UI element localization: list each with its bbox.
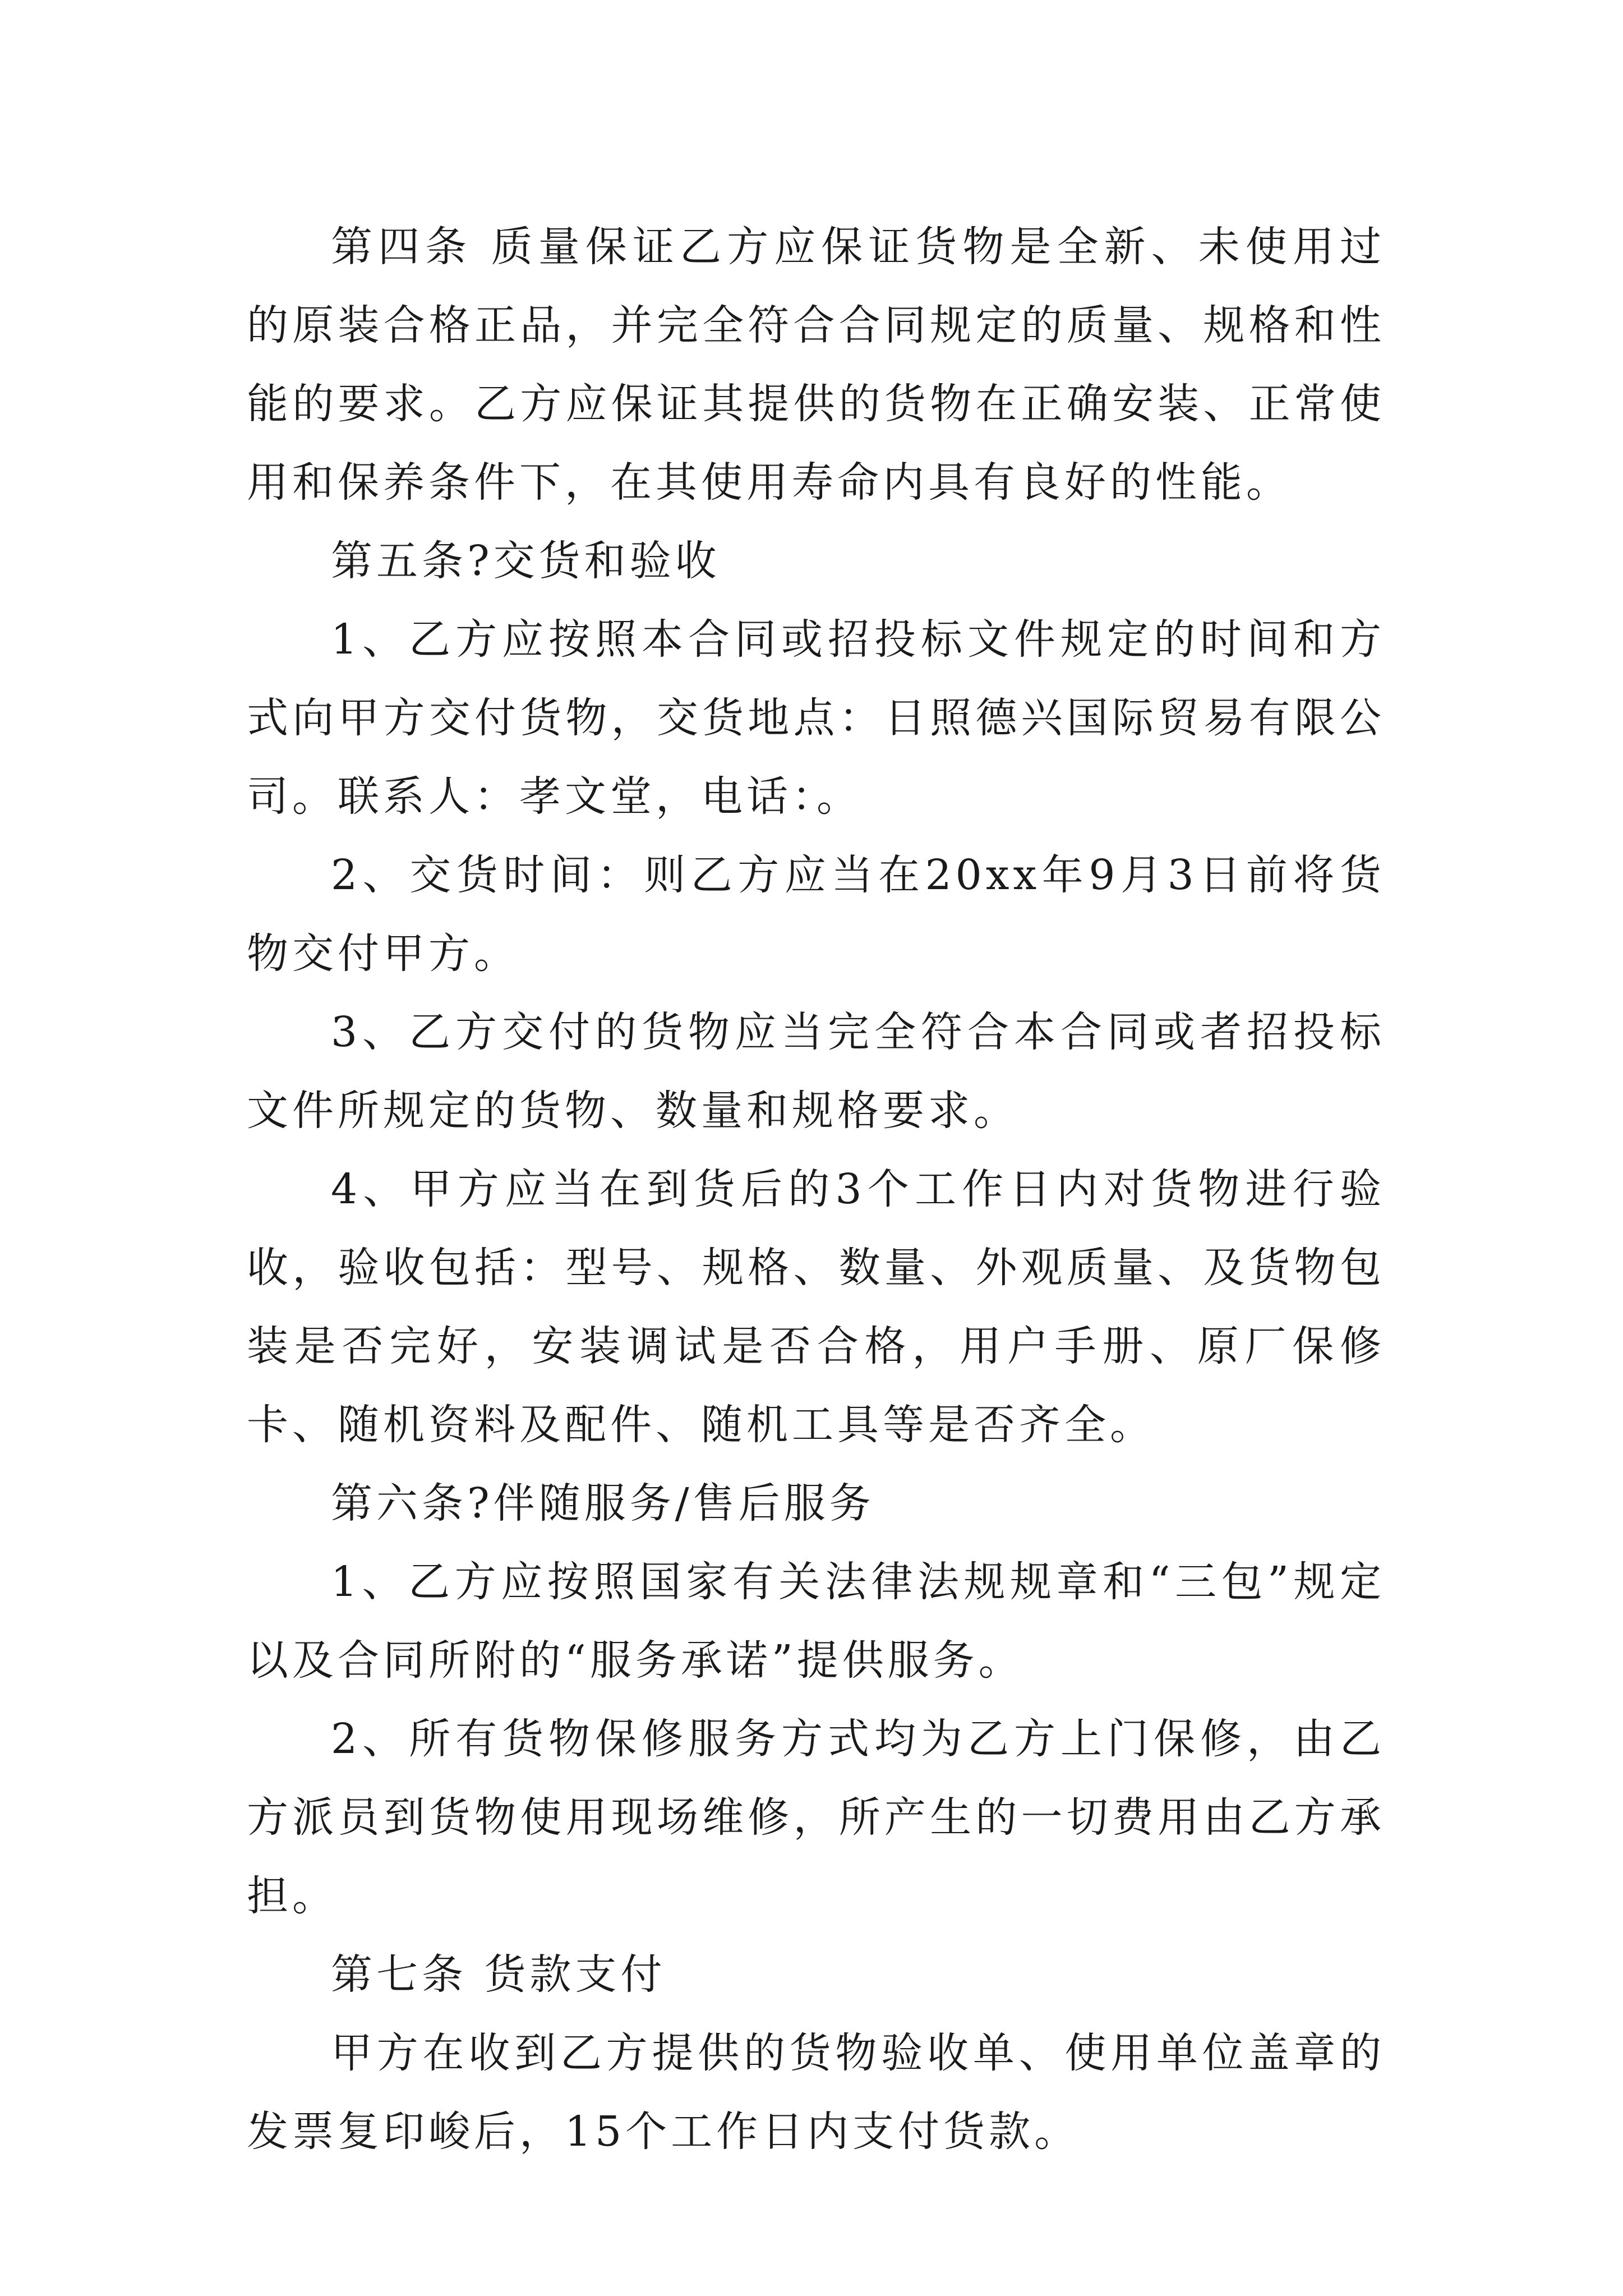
- article-5-item-1: 1、乙方应按照本合同或招投标文件规定的时间和方式向甲方交付货物，交货地点：日照德兴国际贸易有限公司。联系人：孝文堂，电话：。: [247, 615, 1385, 821]
- article-6-item-2: 2、所有货物保修服务方式均为乙方上门保修，由乙方派员到货物使用现场维修，所产生的一切费用由乙方承担。: [247, 1715, 1385, 1920]
- article-4-quality-paragraph: 第四条 质量保证乙方应保证货物是全新、未使用过的原装合格正品，并完全符合合同规定的质量、规格和性能的要求。乙方应保证其提供的货物在正确安装、正常使用和保养条件下，在其使用寿命内具有良好的性能。: [247, 223, 1385, 507]
- article-5-item-2: 2、交货时间：则乙方应当在20xx年9月3日前将货物交付甲方。: [247, 851, 1385, 978]
- article-5-heading: 第五条?交货和验收: [331, 537, 721, 585]
- document-body: [247, 208, 1385, 2171]
- article-6-item-1: 1、乙方应按照国家有关法律法规规章和“三包”规定以及合同所附的“服务承诺”提供服务。: [247, 1558, 1385, 1685]
- article-5-item-3: 3、乙方交付的货物应当完全符合本合同或者招投标文件所规定的货物、数量和规格要求。: [247, 1008, 1385, 1135]
- article-7-heading: 第七条 货款支付: [331, 1950, 666, 1999]
- article-5-item-4: 4、甲方应当在到货后的3个工作日内对货物进行验收，验收包括：型号、规格、数量、外观质量、及货物包装是否完好，安装调试是否合格，用户手册、原厂保修卡、随机资料及配件、随机工具等是否齐全。: [247, 1165, 1385, 1449]
- article-7-payment-paragraph: 甲方在收到乙方提供的货物验收单、使用单位盖章的发票复印峻后，15个工作日内支付货款。: [247, 2029, 1385, 2156]
- article-6-heading: 第六条?伴随服务/售后服务: [331, 1479, 875, 1527]
